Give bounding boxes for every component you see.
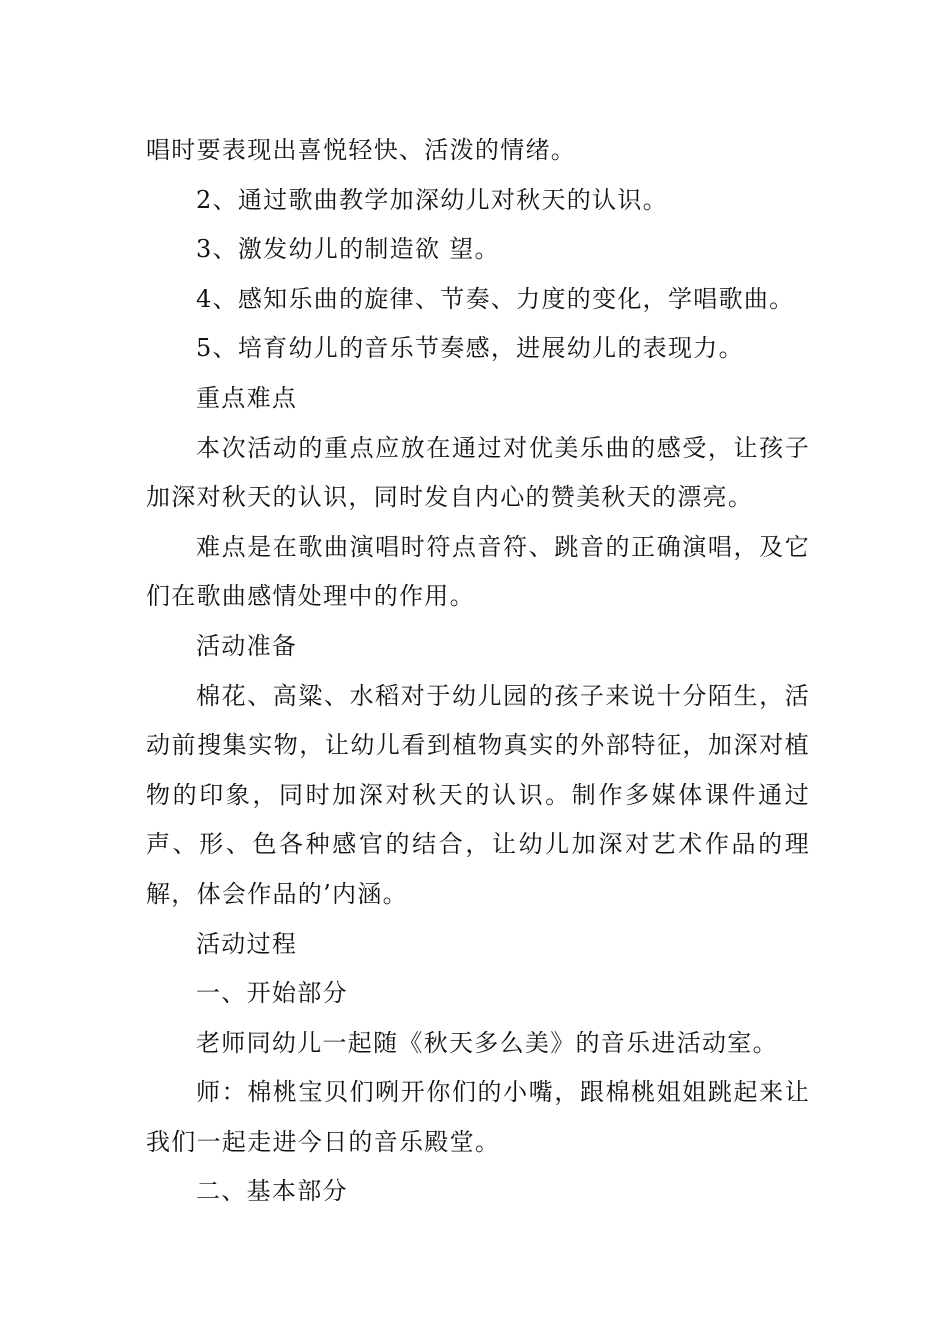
key-points-paragraph: 本次活动的重点应放在通过对优美乐曲的感受，让孩子加深对秋天的认识，同时发自内心的赞美秋天的漂亮。 [146,433,810,512]
goal-item-4: 4、感知乐曲的旋律、节奏、力度的变化，学唱歌曲。 [196,284,795,313]
subsection-heading-basic: 二、基本部分 [196,1177,348,1206]
subsection-heading-start: 一、开始部分 [196,979,348,1008]
paragraph-continuation: 唱时要表现出喜悦轻快、活泼的情绪。 [146,136,577,164]
goal-item-2: 2、通过歌曲教学加深幼儿对秋天的认识。 [196,185,668,214]
start-paragraph: 老师同幼儿一起随《秋天多么美》的音乐进活动室。 [196,1028,778,1057]
teacher-dialogue-paragraph: 师：棉桃宝贝们咧开你们的小嘴，跟棉桃姐姐跳起来让我们一起走进今日的音乐殿堂。 [146,1078,810,1156]
goal-item-5: 5、培育幼儿的音乐节奏感，进展幼儿的表现力。 [196,334,744,363]
section-heading-key-points: 重点难点 [196,383,298,412]
document-body [146,126,810,1217]
difficulty-paragraph: 难点是在歌曲演唱时符点音符、跳音的正确演唱，及它们在歌曲感情处理中的作用。 [146,532,810,611]
goal-item-3: 3、激发幼儿的制造欲 望。 [196,235,500,264]
preparation-paragraph: 棉花、高粱、水稻对于幼儿园的孩子来说十分陌生，活动前搜集实物，让幼儿看到植物真实的外部特征，加深对植物的印象，同时加深对秋天的认识。制作多媒体课件通过声、形、色各种感官的结合，让幼儿加深对艺术作品的理解，体会作品的’内涵。 [146,681,810,908]
section-heading-preparation: 活动准备 [196,631,298,660]
section-heading-process: 活动过程 [196,929,298,958]
